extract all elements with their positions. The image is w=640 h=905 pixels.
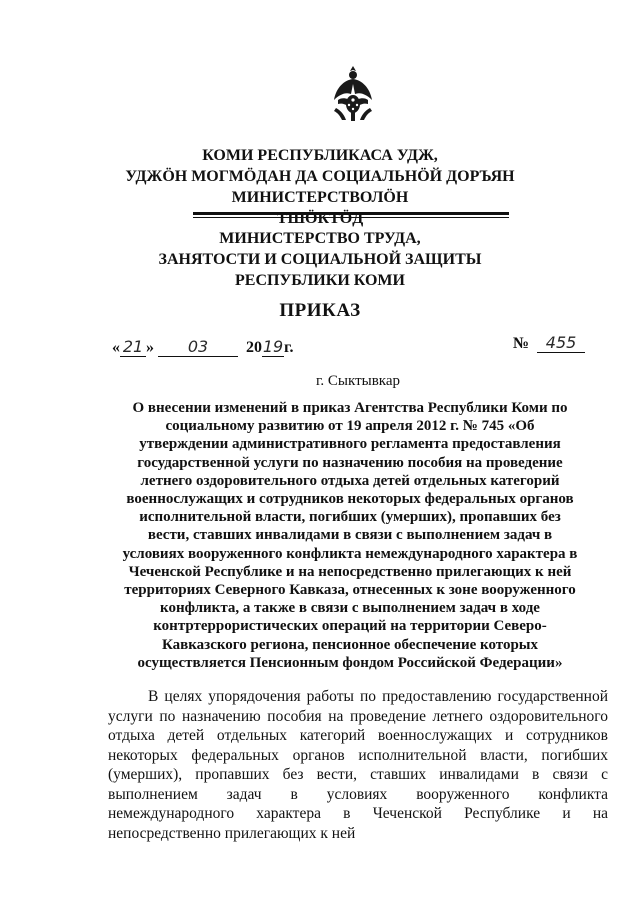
header-divider-thin [193, 217, 509, 218]
order-number [513, 334, 585, 353]
number-value: 455 [537, 334, 585, 353]
header-ru-line-3: РЕСПУБЛИКИ КОМИ [235, 272, 405, 289]
date-day: 21 [120, 338, 146, 357]
number-label: № [513, 335, 530, 352]
header-divider-thick [193, 212, 509, 215]
header-komi-line-3: МИНИСТЕРСТВОЛÖН [231, 189, 409, 206]
order-title: О внесении изменений в приказ Агентства Республики Коми по социальному развитию от 19 апреля 2012 г. № 745 «Об утверждении административного регламента предоставления государственной услуги по назначению пособия на проведение летнего оздоровительного отдыха детей отдельных категорий военнослужащих и сотрудников некоторых федеральных органов исполнительной власти, погибших (умерших), пропавших без вести, ставших инвалидами в связи с выполнением задач в условиях вооруженного конфликта немеждународного характера в Чеченской Республике и на непосредственно прилегающих к ней территориях Северного Кавказа, отнесенных к зоне вооруженного конфликта, а также в связи с выполнением задач в ходе контртеррористических операций на территории Северо-Кавказского региона, пенсионное обеспечение которых осуществляется Пенсионным фондом Российской Федерации» [122, 400, 578, 671]
order-date [112, 338, 293, 357]
date-close-quote: » [146, 339, 154, 356]
date-year-mark: г. [284, 339, 294, 356]
body-paragraph: В целях упорядочения работы по предоставлению государственной услуги по назначению пособия на проведение летнего оздоровительного отдыха детей отдельных категорий военнослужащих и сотрудников некоторых федеральных органов исполнительной власти, погибших (умерших), пропавших без вести, ставших инвалидами в связи с выполнением задач в условиях вооруженного конфликта немеждународного характера в Чеченской Республике и на непосредственно прилегающих к ней [108, 688, 608, 842]
komi-coat-of-arms-icon [330, 64, 376, 122]
header-russian [0, 228, 640, 291]
header-ru-line-2: ЗАНЯТОСТИ И СОЦИАЛЬНОЙ ЗАЩИТЫ [158, 251, 482, 268]
date-year-prefix: 20 [246, 339, 262, 356]
header-ru-line-1: МИНИСТЕРСТВО ТРУДА, [219, 230, 421, 247]
header-komi-line-4: ТШÖКТÖД [276, 210, 364, 227]
date-month: 03 [158, 338, 238, 357]
document-type: ПРИКАЗ [279, 300, 361, 321]
date-open-quote: « [112, 339, 120, 356]
city: г. Сыктывкар [315, 373, 401, 389]
header-komi-line-1: КОМИ РЕСПУБЛИКАСА УДЖ, [202, 147, 438, 164]
header-komi-line-2: УДЖÖН МОГМÖДАН ДА СОЦИАЛЬНÖЙ ДОРЪЯН [125, 168, 515, 185]
date-year-suffix: 19 [262, 337, 284, 356]
